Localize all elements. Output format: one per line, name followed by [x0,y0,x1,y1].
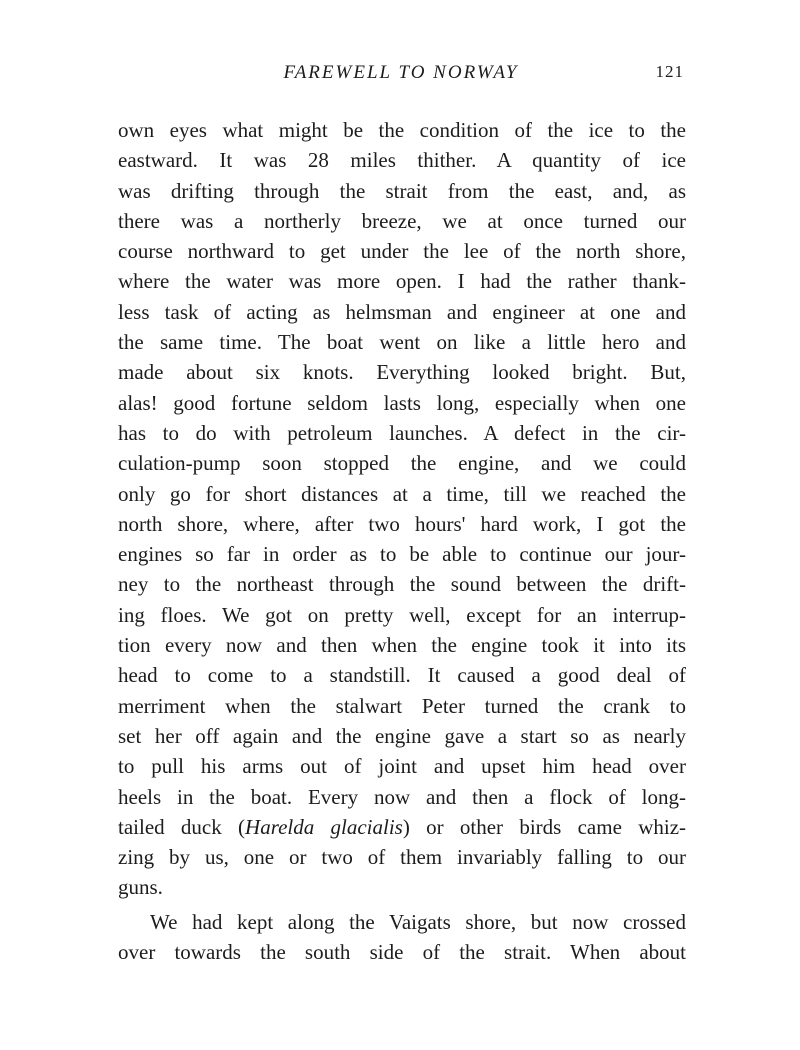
text-line: over towards the south side of the strait. When about [118,940,686,965]
text-line: where the water was more open. I had the rather thank- [118,269,686,294]
running-title: FAREWELL TO NORWAY [283,62,519,83]
paragraph-2 [118,907,686,968]
text-line: only go for short distances at a time, till we reached the [118,481,686,506]
text-line: alas! good fortune seldom lasts long, especially when one [118,390,686,415]
text-line-with-species-name [118,812,686,842]
text-line: the same time. The boat went on like a little hero and [118,330,686,355]
text-line: eastward. It was 28 miles thither. A quantity of ice [118,148,686,173]
text-line: made about six knots. Everything looked bright. But, [118,360,686,385]
text-line: head to come to a standstill. It caused a good deal of [118,663,686,688]
text-line: tion every now and then when the engine took it into its [118,633,686,658]
page-header [118,62,684,92]
text-line: there was a northerly breeze, we at once turned our [118,208,686,233]
text-line: engines so far in order as to be able to continue our jour- [118,542,686,567]
body-text [118,115,686,967]
text-line: course northward to get under the lee of the north shore, [118,239,686,264]
text-segment: tailed duck ( [118,814,246,839]
text-line: set her off again and the engine gave a start so as nearly [118,723,686,748]
text-line: zing by us, one or two of them invariably falling to our [118,845,686,870]
page-number: 121 [655,62,684,81]
text-line: was drifting through the strait from the east, and, as [118,178,686,203]
text-line: ney to the northeast through the sound between the drift- [118,572,686,597]
text-line: culation-pump soon stopped the engine, and we could [118,451,686,476]
species-name: Harelda glacialis [245,814,403,839]
text-line: to pull his arms out of joint and upset him head over [118,754,686,779]
text-line: has to do with petroleum launches. A defect in the cir- [118,420,686,445]
text-line: heels in the boat. Every now and then a flock of long- [118,784,686,809]
text-segment: ) or other birds came whiz- [402,814,686,839]
text-line: north shore, where, after two hours' hard work, I got the [118,511,686,536]
text-line: less task of acting as helmsman and engineer at one and [118,299,686,324]
text-line: own eyes what might be the condition of the ice to the [118,118,686,142]
text-line-final: guns. [118,875,163,900]
text-line-indented: We had kept along the Vaigats shore, but now crossed [150,909,686,934]
text-line: merriment when the stalwart Peter turned the crank to [118,693,686,718]
text-line: ing floes. We got on pretty well, except for an interrup- [118,602,686,627]
paragraph-1 [118,115,686,903]
